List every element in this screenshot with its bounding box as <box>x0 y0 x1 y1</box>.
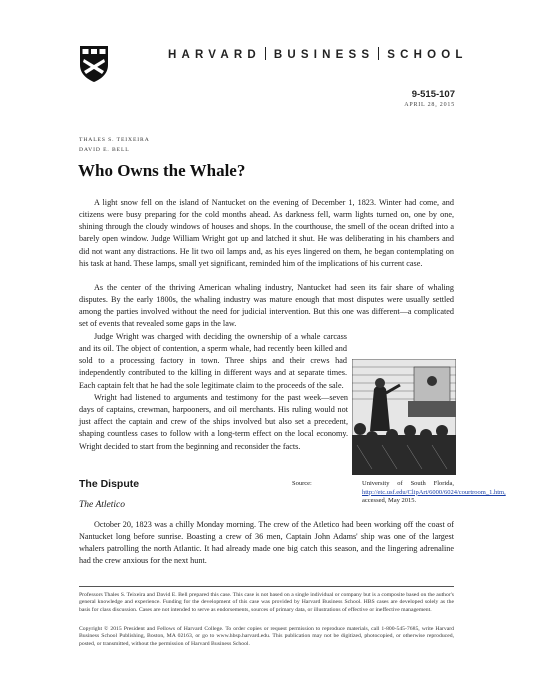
body-paragraph: October 20, 1823 was a chilly Monday morning. The crew of the Atletico had been working off the coast of Nantucket long before sunrise. Boasting a crew of 36 men, Captain John Adams' ship was one of the largest whalers patrolling the north Atlantic. It had already made one big catch this season, and the lingering adrenaline had the crew anxious for the next hunt. <box>79 520 454 566</box>
hbs-shield-logo <box>79 45 109 83</box>
wordmark-school: SCHOOL <box>387 49 468 61</box>
wordmark-harvard: HARVARD <box>168 49 261 61</box>
caption-source-link[interactable]: http://etc.usf.edu/ClipArt/6000/6024/courtroom_1.htm, <box>362 488 506 496</box>
body-paragraph: A light snow fell on the island of Nantucket on the evening of December 1, 1823. Winter had come, and citizens were busy preparing for the cold months ahead. As darkness fell, warm lights turned on, one by one, shining through the cloudy windows of houses and shops. In the courthouse, the smell of the ocean drifted into a barely open window. Judge William Wright got up and latched it shut. He was deliberating in his chambers and did not want any distractions. He lit two oil lamps and, as his eyes lingered on them, he began contemplating on his task at hand. These lamps, small yet significant, reminded him of the implications of his current case. <box>79 198 454 268</box>
case-date: APRIL 28, 2015 <box>404 102 455 108</box>
author-name: DAVID E. BELL <box>79 147 130 153</box>
wordmark-business: BUSINESS <box>273 49 375 61</box>
footnote-divider <box>79 586 454 587</box>
caption-source-text: University of South Florida, <box>362 480 454 487</box>
figure-caption <box>362 480 506 506</box>
body-paragraph: Judge Wright was charged with deciding the ownership of a whale carcass and its oil. The object of contention, a sperm whale, had recently been killed and sold to a processing factory in town. Three ships and their crews had independently contributed to the killing in different ways and at separate times. Each captain felt that he had the sole legitimate claim to the proceeds of the sale. <box>79 332 347 390</box>
body-paragraph: As the center of the thriving American whaling industry, Nantucket had seen its fair share of whaling disputes. By the early 1800s, the whaling industry was mature enough that most disputes were usually settled among the parties involved without the need for judicial intervention. But this one was different—a complicated set of events that revealed some gaps in the law. <box>79 283 454 329</box>
author-name: THALES S. TEIXEIRA <box>79 137 150 143</box>
case-number: 9-515-107 <box>411 89 455 100</box>
courtroom-illustration <box>352 359 456 475</box>
section-heading: The Dispute <box>79 478 140 490</box>
footer-note: Professors Thales S. Teixeira and David E. Bell prepared this case. This case is not based on a single individual or company but is a composite based on the author's general knowledge and experience. Funding for the development of this case was provided by Harvard Business School. HBS cases are developed solely as the basis for class discussion. Cases are not intended to serve as endorsements, sources of primary data, or illustrations of effective or ineffective management. <box>79 592 454 613</box>
subsection-heading: The Atletico <box>79 500 125 510</box>
caption-accessed: accessed, May 2015. <box>362 497 417 504</box>
case-title: Who Owns the Whale? <box>78 161 246 180</box>
body-paragraph: Wright had listened to arguments and testimony for the past week—seven days of captains, crewman, harpooners, and oil merchants. His ruling would not just affect the captain and crew of the ships involved but also set a precedent, shaping countless cases to follow with a long-term effect on the local economy. Wright decided to start from the beginning and reconsider the facts. <box>79 393 348 451</box>
harvard-business-school-wordmark <box>168 47 468 61</box>
wordmark-divider <box>378 47 379 60</box>
footer-copyright: Copyright © 2015 President and Fellows of Harvard College. To order copies or request permission to reproduce materials, call 1-800-545-7685, write Harvard Business School Publishing, Boston, MA 02163, or go to www.hbsp.harvard.edu. This publication may not be digitized, photocopied, or otherwise reproduced, posted, or transmitted, without the permission of Harvard Business School. <box>79 626 454 647</box>
wordmark-divider <box>265 47 266 60</box>
caption-source-label: Source: <box>292 480 312 487</box>
